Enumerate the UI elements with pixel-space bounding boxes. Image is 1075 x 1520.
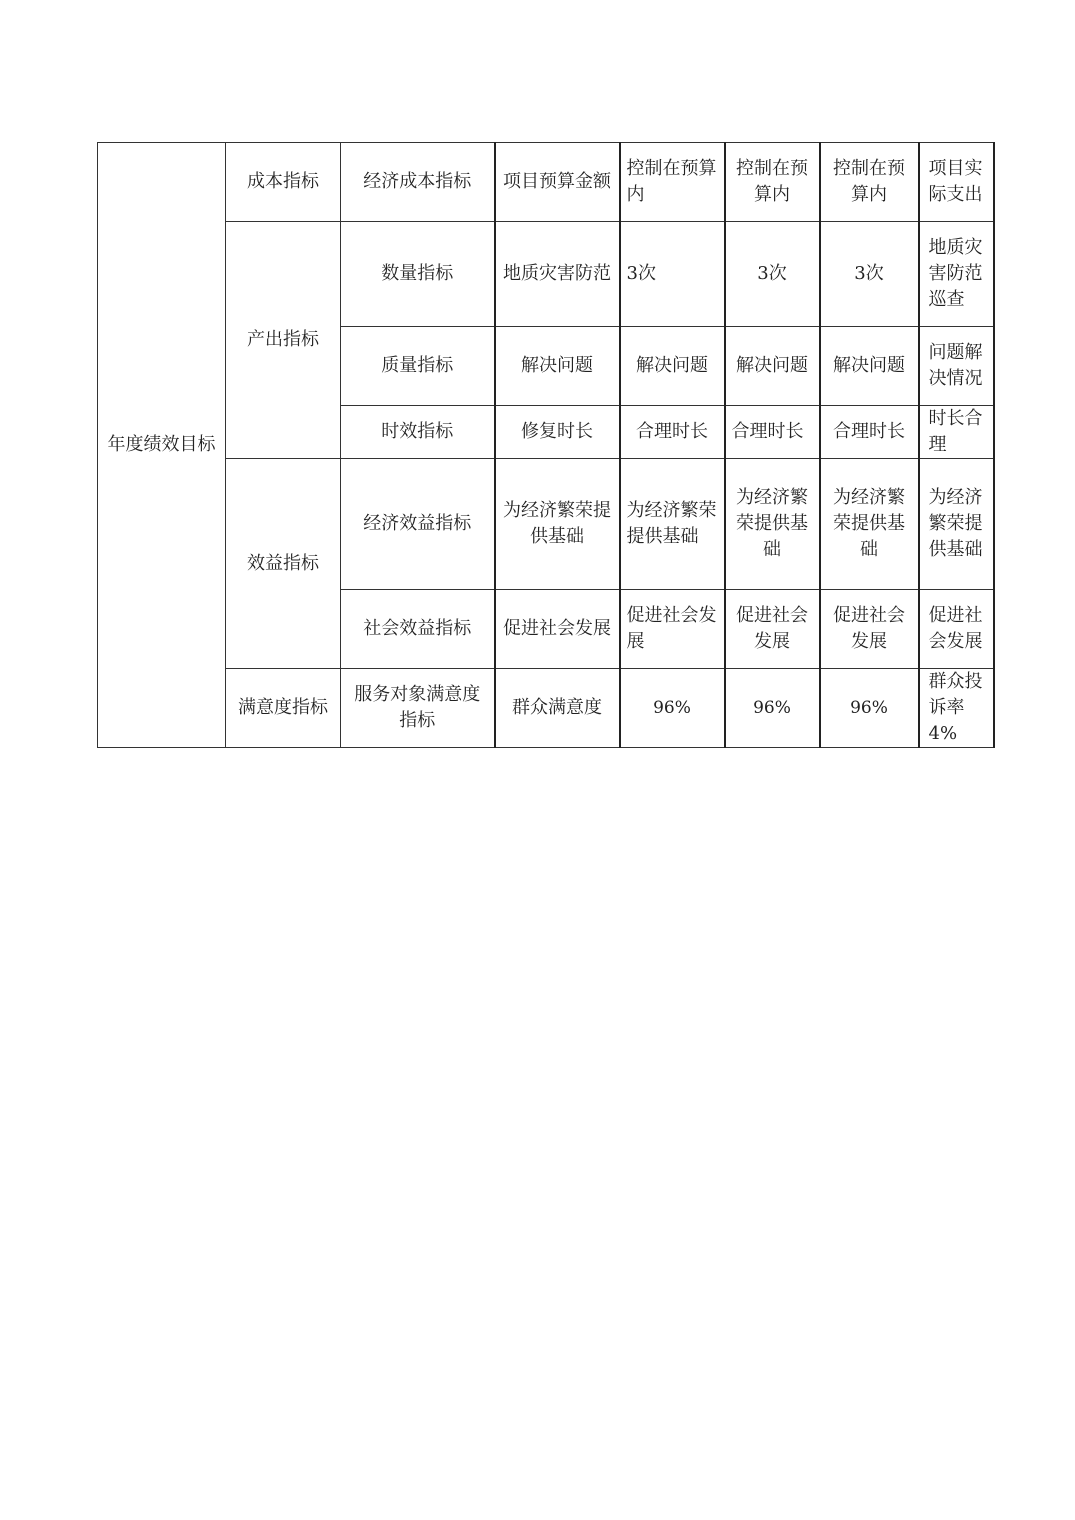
content-cell: 修复时长 [495,406,620,459]
value-cell: 合理时长 [820,406,919,459]
note-cell: 群众投诉率4% [919,669,994,748]
value-cell: 促进社会发展 [620,590,725,669]
value-cell: 为经济繁荣提供基础 [725,459,820,590]
value-cell: 为经济繁荣提供基础 [820,459,919,590]
table-row [98,669,994,748]
note-cell: 促进社会发展 [919,590,994,669]
category-cell: 产出指标 [226,222,341,459]
category-cell: 成本指标 [226,143,341,222]
indicator-cell: 质量指标 [341,327,495,406]
indicator-cell: 社会效益指标 [341,590,495,669]
table-row [98,143,994,222]
value-cell: 控制在预算内 [820,143,919,222]
table-row [98,222,994,327]
note-cell: 时长合理 [919,406,994,459]
content-cell: 地质灾害防范 [495,222,620,327]
note-cell: 项目实际支出 [919,143,994,222]
note-cell: 地质灾害防范巡查 [919,222,994,327]
indicator-cell: 数量指标 [341,222,495,327]
indicator-cell: 时效指标 [341,406,495,459]
section-label-cell: 年度绩效目标 [98,143,226,748]
value-cell: 合理时长 [620,406,725,459]
value-cell: 解决问题 [725,327,820,406]
content-cell: 项目预算金额 [495,143,620,222]
value-cell: 控制在预算内 [620,143,725,222]
content-cell: 群众满意度 [495,669,620,748]
content-cell: 解决问题 [495,327,620,406]
value-cell: 3次 [725,222,820,327]
value-cell: 解决问题 [620,327,725,406]
content-cell: 促进社会发展 [495,590,620,669]
indicator-cell: 服务对象满意度指标 [341,669,495,748]
table-row [98,459,994,590]
category-cell: 满意度指标 [226,669,341,748]
value-cell: 为经济繁荣提供基础 [620,459,725,590]
indicator-cell: 经济效益指标 [341,459,495,590]
note-cell: 为经济繁荣提供基础 [919,459,994,590]
content-cell: 为经济繁荣提供基础 [495,459,620,590]
value-cell: 96% [820,669,919,748]
indicator-cell: 经济成本指标 [341,143,495,222]
note-cell: 问题解决情况 [919,327,994,406]
value-cell: 96% [620,669,725,748]
value-cell: 3次 [820,222,919,327]
value-cell: 解决问题 [820,327,919,406]
value-cell: 促进社会发展 [820,590,919,669]
category-cell: 效益指标 [226,459,341,669]
performance-target-table [97,142,995,748]
value-cell: 96% [725,669,820,748]
value-cell: 3次 [620,222,725,327]
value-cell: 促进社会发展 [725,590,820,669]
value-cell: 合理时长 [725,406,820,459]
value-cell: 控制在预算内 [725,143,820,222]
